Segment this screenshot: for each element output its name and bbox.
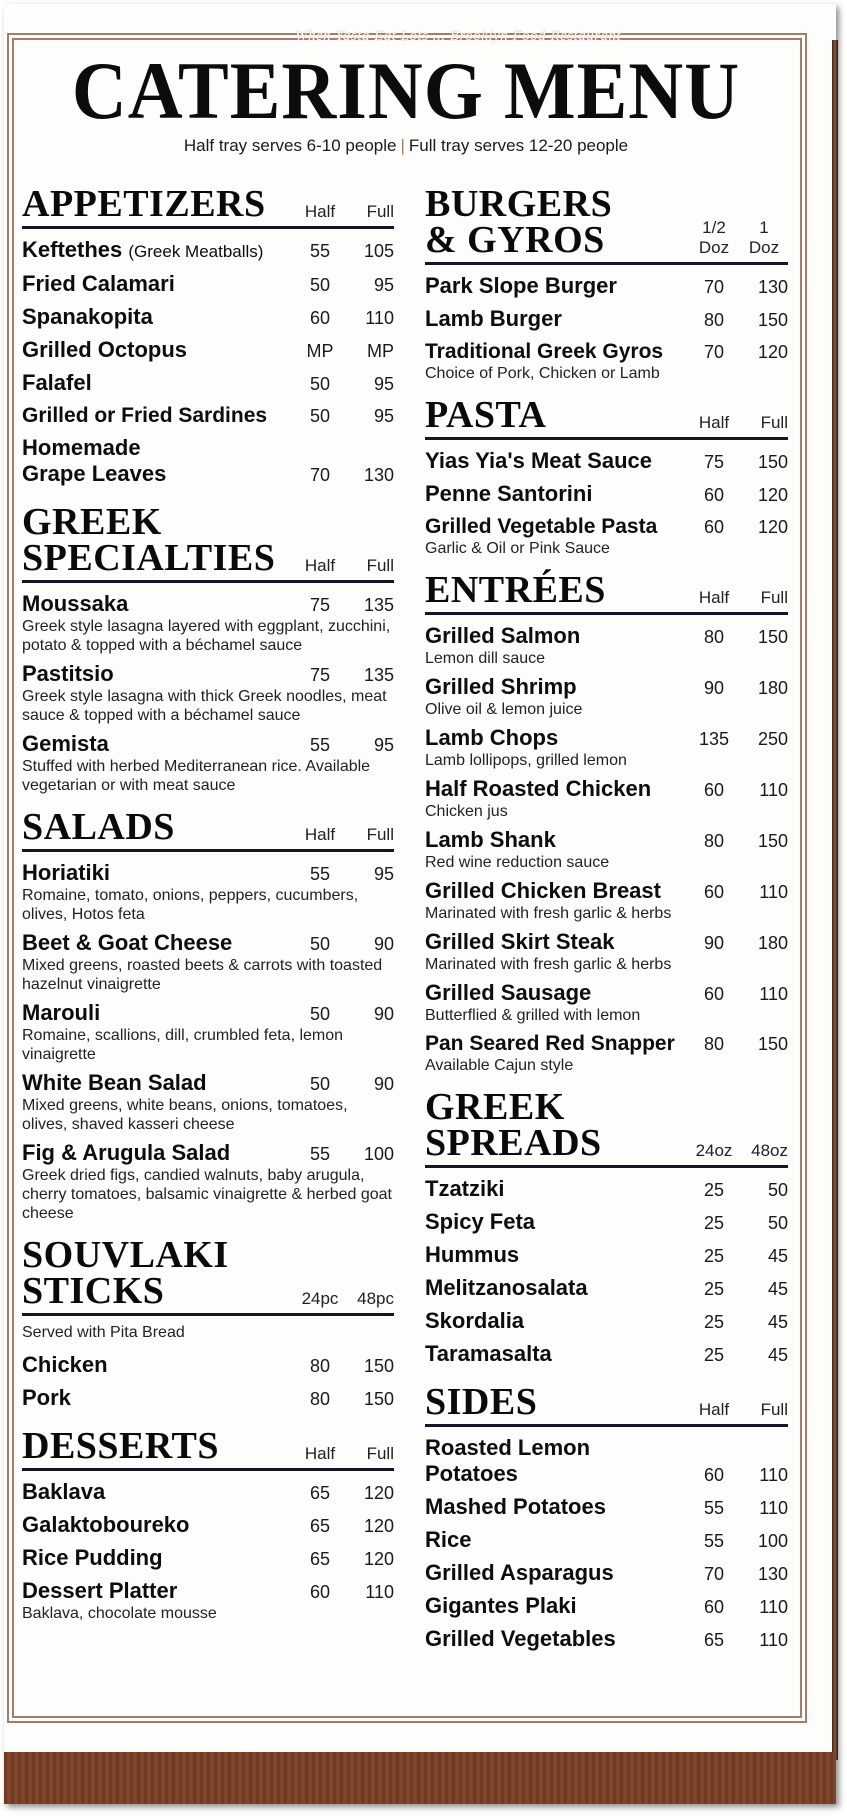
item-name: Grilled Shrimp (425, 674, 577, 699)
column-labels (294, 202, 394, 222)
item-name: Grilled Vegetables (425, 1626, 616, 1651)
menu-item (22, 433, 394, 490)
price-48oz: 45 (767, 1246, 788, 1266)
menu-item (22, 998, 394, 1064)
price-24oz: 25 (703, 1312, 725, 1332)
section-header (425, 1381, 788, 1427)
item-name: Penne Santorini (425, 481, 593, 506)
menu-item (425, 1174, 788, 1205)
item-description: Marinated with fresh garlic & herbs (425, 956, 672, 973)
price-half: 55 (309, 735, 331, 755)
wood-table-background (4, 1752, 836, 1804)
price-half: 50 (309, 1074, 331, 1094)
menu-item (22, 1477, 394, 1508)
menu-item (425, 927, 788, 974)
price-full: 110 (759, 1597, 788, 1617)
menu-item (425, 304, 788, 335)
price-full: 105 (363, 241, 394, 261)
section-title: APPETIZERS (22, 183, 266, 225)
item-name: Grilled Salmon (425, 623, 581, 648)
section-header (22, 806, 394, 852)
col-half-label: Half (304, 202, 336, 221)
column-labels (688, 413, 788, 433)
price-24oz: 25 (703, 1345, 725, 1365)
menu-item (425, 512, 788, 558)
item-name: Grilled or Fried Sardines (22, 404, 268, 427)
item-name: Grilled Skirt Steak (425, 929, 615, 954)
price-half: 90 (703, 933, 725, 953)
menu-item (425, 271, 788, 302)
item-name: Grilled Vegetable Pasta (425, 515, 658, 538)
price-full: 110 (759, 1498, 788, 1518)
price-48oz: 50 (767, 1180, 788, 1200)
item-description: Chicken jus (425, 803, 508, 820)
item-name: Pan Seared Red Snapper (425, 1032, 675, 1055)
price-half: 60 (309, 1582, 331, 1602)
column-labels (688, 1400, 788, 1420)
item-name: Lamb Burger (425, 306, 562, 331)
item-name: Hummus (425, 1242, 520, 1267)
item-name: Fig & Arugula Salad (22, 1140, 231, 1165)
price-half: 80 (703, 627, 725, 647)
price-half: 90 (703, 678, 725, 698)
price-48oz: 45 (767, 1345, 788, 1365)
section-title: PASTA (425, 394, 547, 436)
item-name: Marouli (22, 1000, 101, 1025)
price-half: 60 (703, 1597, 725, 1617)
menu-item (425, 337, 788, 383)
page-title: CATERING MENU (71, 45, 741, 137)
price-dozen: 130 (757, 277, 788, 297)
price-full: 120 (363, 1516, 394, 1536)
price-half: 80 (703, 1034, 725, 1054)
menu-item (425, 1240, 788, 1271)
item-description: Garlic & Oil or Pink Sauce (425, 540, 610, 557)
item-name: Galaktoboureko (22, 1512, 190, 1537)
item-name: Chicken (22, 1352, 108, 1377)
section-title: ENTRÉES (425, 569, 606, 611)
item-description: Mixed greens, roasted beets & carrots with toasted hazelnut vinaigrette (22, 957, 383, 993)
menu-item (425, 876, 788, 923)
price-half: 70 (703, 1564, 725, 1584)
price-24pc: 80 (309, 1356, 331, 1376)
price-full: 135 (363, 595, 394, 615)
section-greek-specialties (22, 501, 394, 795)
item-name: Gemista (22, 731, 109, 756)
menu-item (425, 672, 788, 719)
menu-item (425, 1306, 788, 1337)
price-24pc: 80 (309, 1389, 331, 1409)
menu-item (425, 1029, 788, 1075)
item-description: Baklava, chocolate mousse (22, 1605, 217, 1622)
item-description: Marinated with fresh garlic & herbs (425, 905, 672, 922)
item-name: Horiatiki (22, 860, 111, 885)
col-half-label: Half (698, 413, 730, 432)
menu-item (425, 1525, 788, 1556)
menu-item (22, 729, 394, 795)
menu-item (425, 978, 788, 1025)
section-pasta (425, 394, 788, 558)
item-name-line1: Homemade (22, 435, 141, 460)
price-full: 95 (373, 735, 394, 755)
section-title: SIDES (425, 1381, 538, 1423)
item-name: Grilled Sausage (425, 980, 592, 1005)
price-half: 55 (309, 1144, 331, 1164)
price-full: 180 (757, 933, 788, 953)
price-full: 110 (759, 984, 788, 1004)
price-full: 150 (757, 831, 788, 851)
item-description: Greek style lasagna layered with eggplant, zucchini, potato & topped with a béchamel sauce (22, 618, 391, 654)
menu-item (22, 269, 394, 300)
menu-item (22, 302, 394, 333)
price-full: 150 (757, 1034, 788, 1054)
item-description: Greek dried figs, candied walnuts, baby arugula, cherry tomatoes, balsamic vinaigrette & herbed goat cheese (22, 1167, 392, 1222)
menu-item (425, 1624, 788, 1655)
col-48oz-label: 48oz (751, 1141, 788, 1160)
price-half: 55 (309, 864, 331, 884)
left-column (22, 183, 394, 1637)
column-labels (688, 588, 788, 608)
item-name: Spicy Feta (425, 1209, 536, 1234)
col-half-dozen-label: 1/2 Doz (698, 218, 730, 257)
section-header (425, 394, 788, 440)
price-full: 120 (757, 485, 788, 505)
menu-item (425, 1339, 788, 1370)
menu-item (22, 858, 394, 924)
price-24oz: 25 (703, 1180, 725, 1200)
item-description: Romaine, scallions, dill, crumbled feta, lemon vinaigrette (22, 1027, 344, 1063)
price-full: 120 (363, 1549, 394, 1569)
section-sides (425, 1381, 788, 1655)
item-name: Baklava (22, 1479, 106, 1504)
price-half: 75 (309, 595, 331, 615)
column-labels (294, 556, 394, 576)
item-name: Melitzanosalata (425, 1275, 588, 1300)
price-half: 60 (309, 308, 331, 328)
price-full: 180 (757, 678, 788, 698)
item-name: Rice (425, 1527, 472, 1552)
item-name: Fried Calamari (22, 271, 175, 296)
section-greek-spreads (425, 1086, 788, 1370)
item-name: Yias Yia's Meat Sauce (425, 448, 652, 473)
menu-item (22, 1576, 394, 1623)
price-half: 135 (698, 729, 730, 749)
item-description: Lemon dill sauce (425, 650, 546, 667)
section-burgers-gyros (425, 183, 788, 383)
price-half: 60 (703, 485, 725, 505)
col-full-label: Full (760, 413, 788, 432)
section-souvlaki-sticks (22, 1234, 394, 1414)
menu-item (425, 479, 788, 510)
menu-item (425, 1207, 788, 1238)
item-name: Park Slope Burger (425, 273, 617, 298)
price-full: 100 (757, 1531, 788, 1551)
price-half: 65 (309, 1516, 331, 1536)
price-24oz: 25 (703, 1246, 725, 1266)
price-half: 65 (309, 1483, 331, 1503)
price-48pc: 150 (363, 1356, 394, 1376)
price-full: 110 (759, 882, 788, 902)
item-name: Dessert Platter (22, 1578, 178, 1603)
item-note: (Greek Meatballs) (128, 242, 264, 261)
item-name: Lamb Chops (425, 725, 559, 750)
item-description: Olive oil & lemon juice (425, 701, 583, 718)
column-labels (688, 218, 788, 258)
col-half-label: Half (698, 1400, 730, 1419)
price-half-dozen: 80 (703, 310, 725, 330)
col-24pc-label: 24pc (301, 1289, 339, 1308)
item-name: Rice Pudding (22, 1545, 163, 1570)
column-labels (294, 1289, 394, 1309)
section-header (425, 1086, 788, 1168)
menu-item (425, 1558, 788, 1589)
price-half: 60 (703, 882, 725, 902)
item-name: Half Roasted Chicken (425, 776, 652, 801)
price-half: 70 (309, 465, 331, 485)
price-half: MP (306, 341, 334, 361)
menu-item (22, 589, 394, 655)
item-description: Mixed greens, white beans, onions, tomatoes, olives, shaved kasseri cheese (22, 1097, 348, 1133)
price-full: 135 (363, 665, 394, 685)
item-name: White Bean Salad (22, 1070, 207, 1095)
menu-item (425, 1433, 788, 1490)
half-tray-note: Half tray serves 6-10 people (183, 136, 397, 155)
section-header (22, 1234, 394, 1316)
col-full-label: Full (366, 556, 394, 575)
item-name: Keftethes (Greek Meatballs) (22, 237, 264, 262)
menu-item (22, 368, 394, 399)
menu-item (22, 235, 394, 267)
item-description: Red wine reduction sauce (425, 854, 610, 871)
menu-item (22, 1138, 394, 1223)
column-labels (688, 1141, 788, 1161)
price-half: 60 (703, 1465, 725, 1485)
price-48oz: 45 (767, 1279, 788, 1299)
price-half: 80 (703, 831, 725, 851)
separator: | (400, 136, 405, 155)
price-half: 65 (309, 1549, 331, 1569)
item-name-line1: Roasted Lemon (425, 1435, 591, 1460)
menu-item (22, 1350, 394, 1381)
col-full-label: Full (366, 1444, 394, 1463)
section-note: Served with Pita Bread (22, 1324, 185, 1341)
item-description: Stuffed with herbed Mediterranean rice. Available vegetarian or with meat sauce (22, 758, 371, 794)
watermark: When Yasta Eat Lots ... Brooklyn Food Restaurant (295, 28, 622, 44)
right-column (425, 183, 788, 1669)
price-half: 50 (309, 374, 331, 394)
menu-item (425, 825, 788, 872)
price-full: 95 (373, 275, 394, 295)
item-description: Romaine, tomato, onions, peppers, cucumbers, olives, Hotos feta (22, 887, 359, 923)
menu-spine (832, 40, 838, 1760)
col-full-label: Full (760, 1400, 788, 1419)
item-description: Lamb lollipops, grilled lemon (425, 752, 627, 769)
item-name: Pastitsio (22, 661, 114, 686)
section-title: GREEK SPREADS (425, 1086, 602, 1164)
price-full: MP (367, 341, 394, 361)
col-half-label: Half (698, 588, 730, 607)
col-half-label: Half (304, 825, 336, 844)
menu-item (425, 446, 788, 477)
col-full-label: Full (760, 588, 788, 607)
section-header (22, 501, 394, 583)
price-half: 55 (703, 1498, 725, 1518)
item-name-line2: Grape Leaves (22, 461, 167, 486)
item-name: Grilled Octopus (22, 337, 188, 362)
item-name: Skordalia (425, 1308, 525, 1333)
price-half: 75 (309, 665, 331, 685)
section-desserts (22, 1425, 394, 1623)
item-name: Mashed Potatoes (425, 1494, 606, 1519)
price-dozen: 150 (757, 310, 788, 330)
section-salads (22, 806, 394, 1223)
price-half: 50 (309, 1004, 331, 1024)
price-48oz: 50 (767, 1213, 788, 1233)
column-labels (294, 1444, 394, 1464)
price-half: 60 (703, 984, 725, 1004)
col-48pc-label: 48pc (357, 1289, 394, 1308)
price-half: 50 (309, 406, 331, 426)
col-full-label: Full (366, 202, 394, 221)
item-name: Pork (22, 1385, 71, 1410)
item-name: Moussaka (22, 591, 129, 616)
price-full: 150 (757, 627, 788, 647)
price-half-dozen: 70 (703, 277, 725, 297)
price-full: 130 (757, 1564, 788, 1584)
price-full: 100 (363, 1144, 394, 1164)
full-tray-note: Full tray serves 12-20 people (408, 136, 629, 155)
price-24oz: 25 (703, 1279, 725, 1299)
menu-item (425, 723, 788, 770)
item-description: Greek style lasagna with thick Greek noodles, meat sauce & topped with a béchamel sauce (22, 688, 387, 724)
price-full: 110 (365, 1582, 394, 1602)
item-name: Spanakopita (22, 304, 153, 329)
column-labels (294, 825, 394, 845)
col-dozen-label: 1 Doz (748, 218, 780, 257)
price-full: 150 (757, 452, 788, 472)
item-name: Lamb Shank (425, 827, 556, 852)
price-full: 95 (373, 374, 394, 394)
price-full: 90 (373, 1074, 394, 1094)
item-description: Choice of Pork, Chicken or Lamb (425, 365, 660, 382)
price-48oz: 45 (767, 1312, 788, 1332)
price-full: 250 (757, 729, 788, 749)
section-title: BURGERS & GYROS (425, 183, 613, 261)
item-description: Butterflied & grilled with lemon (425, 1007, 641, 1024)
price-48pc: 150 (363, 1389, 394, 1409)
price-half-dozen: 70 (703, 342, 725, 362)
menu-item (22, 1543, 394, 1574)
price-full: 95 (373, 864, 394, 884)
menu-item (22, 401, 394, 431)
menu-item (22, 659, 394, 725)
section-header (425, 183, 788, 265)
section-title: SALADS (22, 806, 175, 848)
section-title: GREEK SPECIALTIES (22, 501, 276, 579)
col-24oz-label: 24oz (695, 1141, 733, 1160)
menu-item (22, 335, 394, 366)
price-full: 95 (373, 406, 394, 426)
menu-item (425, 1273, 788, 1304)
item-name: Beet & Goat Cheese (22, 930, 233, 955)
price-full: 120 (757, 517, 788, 537)
section-header (425, 569, 788, 615)
section-appetizers (22, 183, 394, 490)
item-name: Grilled Chicken Breast (425, 878, 661, 903)
price-full: 110 (365, 308, 394, 328)
price-full: 130 (363, 465, 394, 485)
price-half: 65 (703, 1630, 725, 1650)
price-half: 50 (309, 934, 331, 954)
section-entrees (425, 569, 788, 1075)
price-half: 60 (703, 517, 725, 537)
section-header (22, 1425, 394, 1471)
price-dozen: 120 (757, 342, 788, 362)
price-half: 55 (309, 241, 331, 261)
price-half: 50 (309, 275, 331, 295)
item-name: Falafel (22, 370, 92, 395)
item-name: Gigantes Plaki (425, 1593, 577, 1618)
menu-item (22, 1383, 394, 1414)
price-full: 110 (759, 780, 788, 800)
col-half-label: Half (304, 556, 336, 575)
price-full: 90 (373, 934, 394, 954)
item-name-line2: Potatoes (425, 1461, 518, 1486)
tray-size-note (0, 136, 812, 156)
item-name: Traditional Greek Gyros (425, 340, 664, 363)
section-header (22, 183, 394, 229)
item-name: Taramasalta (425, 1341, 552, 1366)
menu-item (22, 928, 394, 994)
price-half: 75 (703, 452, 725, 472)
item-name: Tzatziki (425, 1176, 505, 1201)
price-half: 60 (703, 780, 725, 800)
col-full-label: Full (366, 825, 394, 844)
price-half: 55 (703, 1531, 725, 1551)
menu-item (425, 1591, 788, 1622)
price-24oz: 25 (703, 1213, 725, 1233)
menu-item (425, 1492, 788, 1523)
price-full: 110 (759, 1630, 788, 1650)
menu-item (22, 1068, 394, 1134)
item-description: Available Cajun style (425, 1057, 574, 1074)
price-full: 120 (363, 1483, 394, 1503)
section-title: DESSERTS (22, 1425, 219, 1467)
menu-item (425, 621, 788, 668)
price-full: 90 (373, 1004, 394, 1024)
section-title: SOUVLAKI STICKS (22, 1234, 229, 1312)
col-half-label: Half (304, 1444, 336, 1463)
price-full: 110 (759, 1465, 788, 1485)
menu-item (425, 774, 788, 821)
item-name: Grilled Asparagus (425, 1560, 614, 1585)
menu-item (22, 1510, 394, 1541)
